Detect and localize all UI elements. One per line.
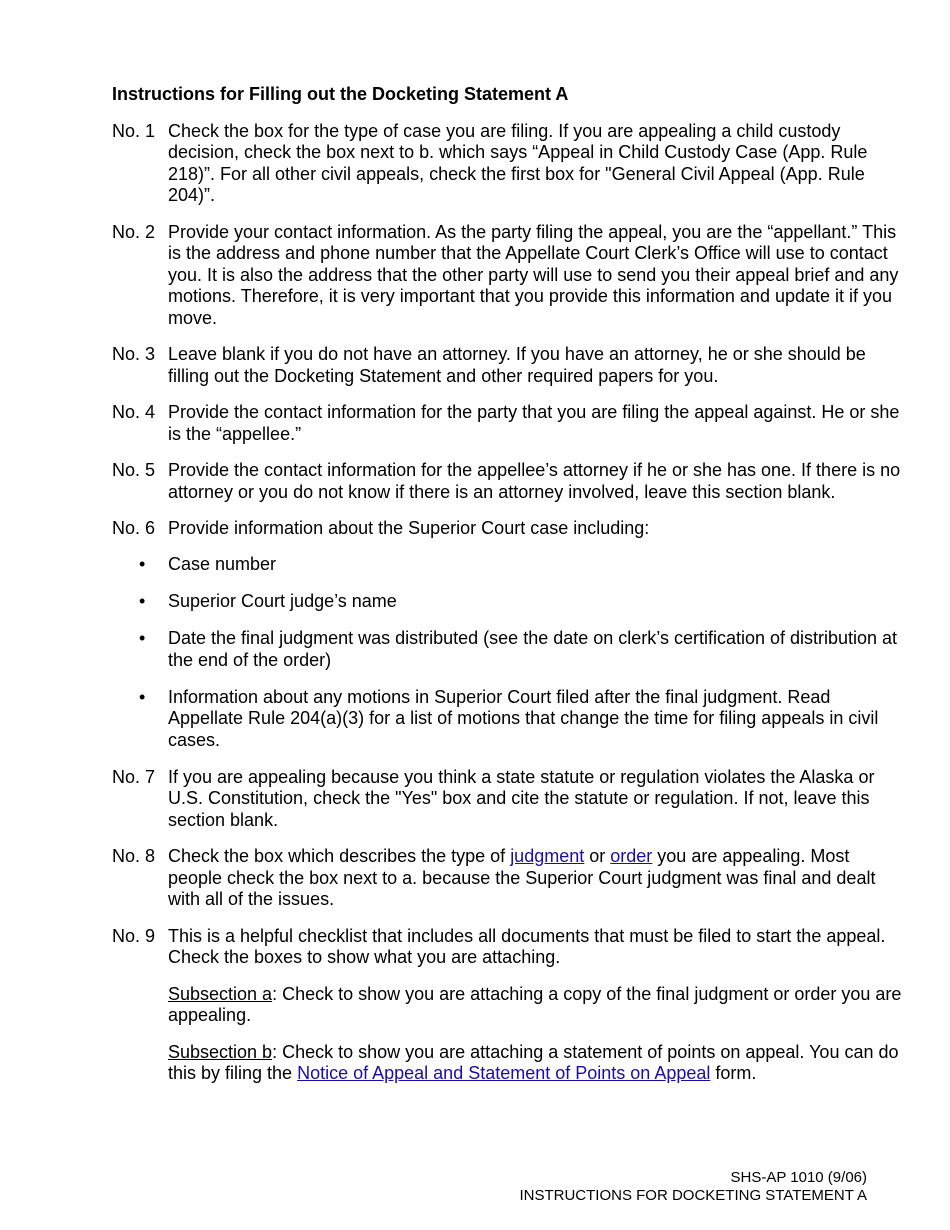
page-title: Instructions for Filling out the Docketing Statement A bbox=[112, 84, 569, 104]
subsection-b-label: Subsection b bbox=[168, 1041, 273, 1062]
list-item bbox=[112, 628, 902, 671]
subsection-b-post: form. bbox=[710, 1063, 757, 1083]
instruction-item-1 bbox=[112, 121, 902, 207]
item-text: Provide the contact information for the appellee’s attorney if he or she has one. If there is no attorney or you do not know if there is an attorney involved, leave this section blank. bbox=[168, 460, 901, 502]
instruction-item-6 bbox=[112, 518, 902, 540]
subsection-b-text: : Check to show you are attaching a statement of points on appeal. You can do this by filing the bbox=[168, 1041, 899, 1083]
item-text: Leave blank if you do not have an attorney. If you have an attorney, he or she should be filling out the Docketing Statement and other required papers for you. bbox=[168, 344, 866, 386]
bullet-icon: • bbox=[139, 686, 146, 707]
item-number: No. 6 bbox=[112, 518, 156, 538]
item-text: Check the box for the type of case you are filing. If you are appealing a child custody decision, check the box next to b. which says “Appeal in Child Custody Case (App. Rule 218)”. For all other civil appeals, check the first box for "General Civil Appeal (App. Rule 204)”. bbox=[168, 120, 868, 205]
item-text: If you are appealing because you think a state statute or regulation violates the Alaska or U.S. Constitution, check the "Yes" box and cite the statute or regulation. If not, leave this section blank. bbox=[168, 766, 875, 830]
item-number: No. 4 bbox=[112, 402, 156, 422]
bullet-text: Information about any motions in Superior Court filed after the final judgment. Read Appellate Rule 204(a)(3) for a list of motions that change the time for filing appeals in civil cases. bbox=[168, 686, 879, 750]
item-text: Provide your contact information. As the party filing the appeal, you are the “appellant.” This is the address and phone number that the Appellate Court Clerk’s Office will use to contact you. It is also the address that the other party will use to send you their appeal brief and any motions. Therefore, it is very important that you provide this information and update it if you move. bbox=[168, 221, 899, 328]
instruction-item-3 bbox=[112, 344, 902, 387]
bullet-text: Date the final judgment was distributed (see the date on clerk’s certification of distribution at the end of the order) bbox=[168, 628, 898, 670]
item-number: No. 2 bbox=[112, 221, 156, 242]
notice-of-appeal-link[interactable]: Notice of Appeal and Statement of Points on Appeal bbox=[297, 1063, 711, 1083]
instruction-item-5 bbox=[112, 460, 902, 503]
item-number: No. 5 bbox=[112, 460, 156, 480]
item-number: No. 8 bbox=[112, 846, 156, 866]
bullet-text: Superior Court judge’s name bbox=[168, 591, 397, 611]
item-text-mid: or bbox=[584, 846, 611, 866]
order-link[interactable]: order bbox=[610, 846, 653, 866]
list-item bbox=[112, 687, 902, 752]
instruction-item-7 bbox=[112, 767, 902, 832]
form-code: SHS-AP 1010 (9/06) bbox=[730, 1169, 867, 1186]
case-info-bullet-list bbox=[112, 554, 902, 751]
bullet-icon: • bbox=[139, 591, 146, 611]
subsection-a-text: : Check to show you are attaching a copy of the final judgment or order you are appealing. bbox=[168, 983, 902, 1025]
bullet-icon: • bbox=[139, 554, 146, 574]
bullet-icon: • bbox=[139, 628, 146, 648]
instruction-item-8 bbox=[112, 846, 902, 911]
instruction-item-2 bbox=[112, 222, 902, 330]
item-text: This is a helpful checklist that includes all documents that must be filed to start the appeal. Check the boxes to show what you are attaching. bbox=[168, 925, 886, 967]
subsection-a-label: Subsection a bbox=[168, 983, 273, 1004]
list-item bbox=[112, 591, 902, 613]
judgment-link[interactable]: judgment bbox=[510, 846, 585, 866]
item-text: Provide the contact information for the party that you are filing the appeal against. He or she is the “appellee.” bbox=[168, 402, 900, 444]
instruction-item-4 bbox=[112, 402, 902, 445]
subsection-a bbox=[168, 984, 902, 1027]
instruction-item-9 bbox=[112, 926, 902, 969]
item-text: Provide information about the Superior Court case including: bbox=[168, 518, 650, 538]
item-text-post: you are appealing. Most people check the box next to a. because the Superior Court judgment was final and dealt with all of the issues. bbox=[168, 846, 876, 909]
item-number: No. 1 bbox=[112, 120, 156, 141]
list-item bbox=[112, 554, 902, 576]
item-text bbox=[168, 846, 902, 911]
instructions-page bbox=[112, 84, 902, 1100]
item-number: No. 3 bbox=[112, 344, 156, 364]
item-number: No. 7 bbox=[112, 766, 156, 787]
item-text-pre: Check the box which describes the type of bbox=[168, 846, 511, 866]
subsection-b bbox=[168, 1042, 902, 1085]
form-footer-title: INSTRUCTIONS FOR DOCKETING STATEMENT A bbox=[519, 1186, 867, 1204]
item-number: No. 9 bbox=[112, 925, 156, 946]
form-footer bbox=[519, 1169, 867, 1204]
bullet-text: Case number bbox=[168, 554, 277, 574]
